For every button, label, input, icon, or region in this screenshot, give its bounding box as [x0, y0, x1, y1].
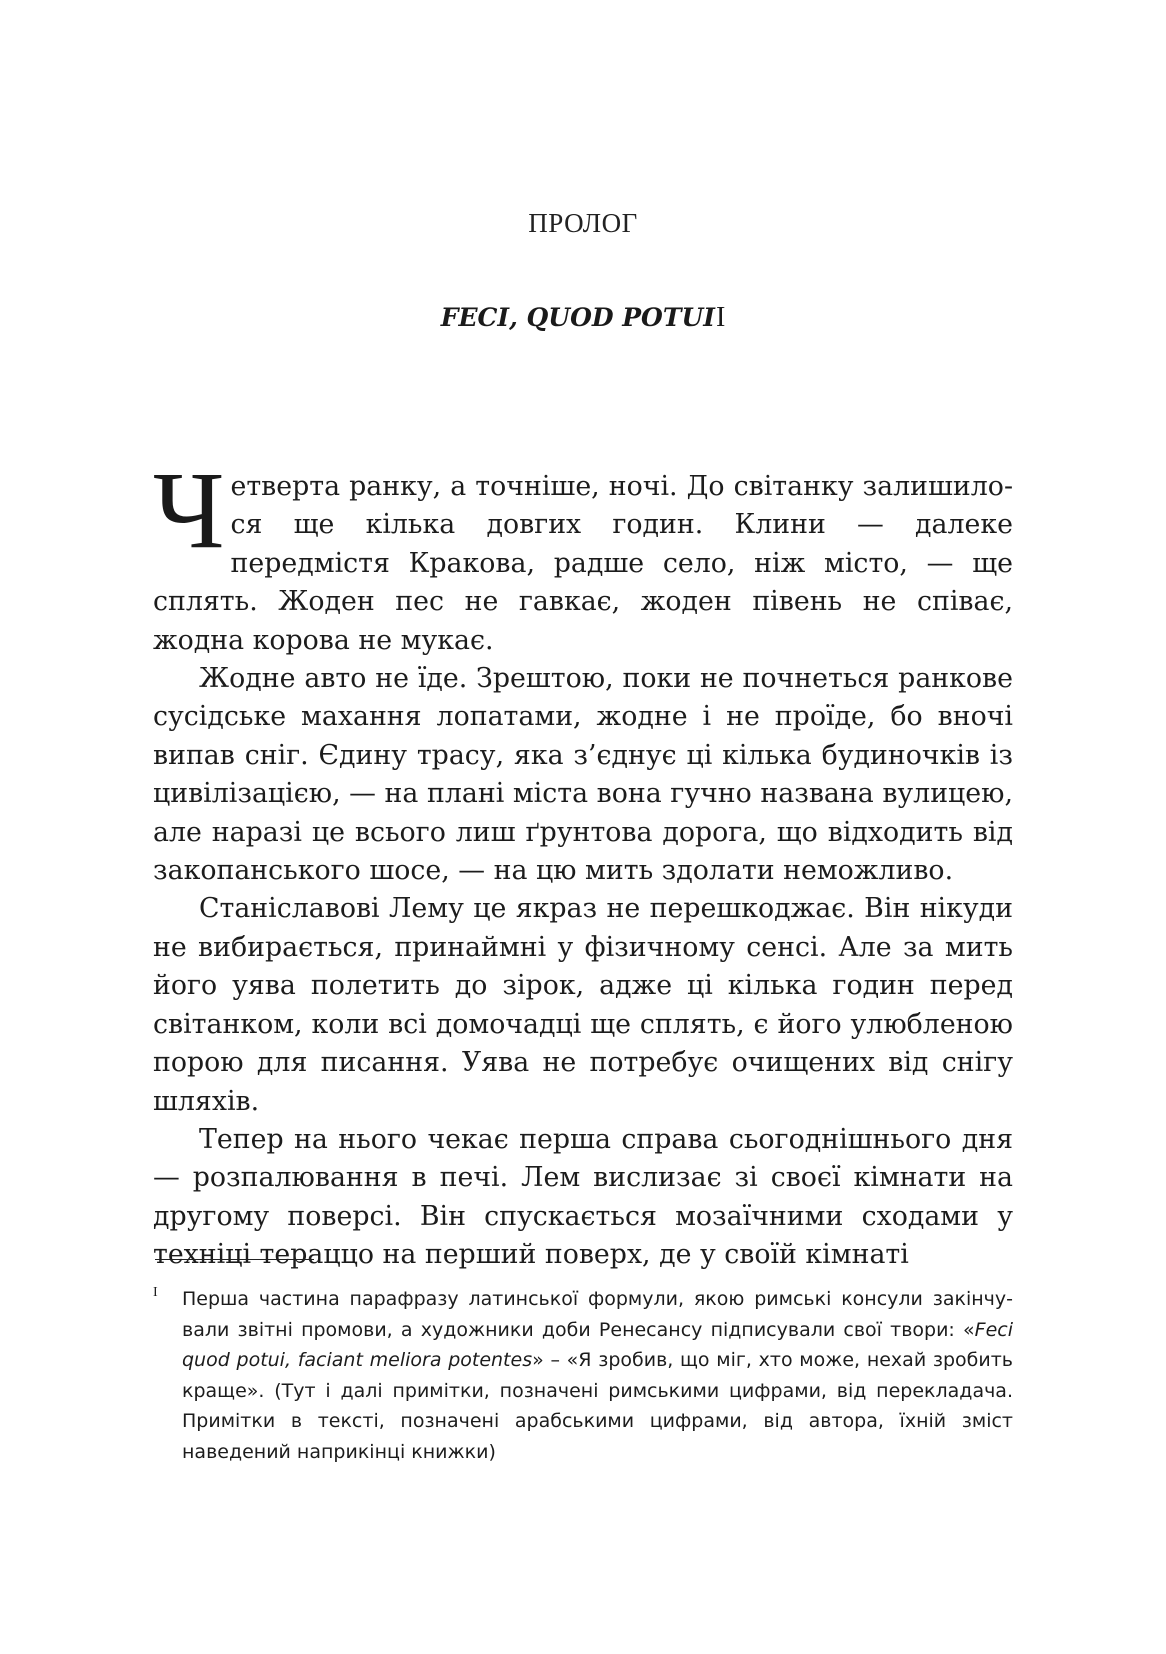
- footnote-text: [182, 1284, 1013, 1467]
- body-text: [153, 449, 1013, 1275]
- footnote-text-before: Перша частина парафразу латинської формули, якою римські консули закінчували звітні промови, а художники доби Ренесансу підписували свої твори: «: [182, 1288, 1013, 1341]
- footnote-latin-quote: Feci quod potui, faciant meliora potentes: [182, 1318, 1013, 1371]
- paragraph-1: [153, 449, 1013, 660]
- footnote-text-after: » – «Я зробив, що міг, хто може, нехай зробить краще». (Тут і далі примітки, позначені римськими цифрами, від перекладача. Примітки в тексті, позначені арабськими цифрами, від автора, їхній зміст наведений наприкінці книжки): [182, 1349, 1014, 1463]
- footnote-reference[interactable]: I: [715, 302, 726, 333]
- paragraph-1-text: етверта ранку, а точніше, ночі. До світанку залишилося ще кілька довгих годин. Клини — далеке передмістя Кракова, радше село, ніж місто, — ще сплять. Жоден пес не гавкає, жоден півень не співає, жодна корова не мукає.: [153, 471, 1013, 656]
- drop-cap: Ч: [153, 449, 225, 571]
- chapter-label: ПРОЛОГ: [528, 208, 638, 238]
- paragraph-3: Станіславові Лему це якраз не перешкоджає. Він нікуди не вибирається, принаймні у фізичному сенсі. Але за мить його уява полетить до зірок, адже ці кілька годин перед світанком, коли всі домочадці ще сплять, є його улюбленою порою для писання. Уява не потребує очищених від снігу шляхів.: [153, 893, 1013, 1117]
- footnote-mark: I: [153, 1285, 158, 1300]
- footnote-divider: [155, 1259, 314, 1260]
- footnote: [153, 1284, 1013, 1467]
- chapter-title-text: FECI, QUOD POTUI: [440, 303, 715, 332]
- chapter-title: [0, 302, 1166, 334]
- paragraph-4: Тепер на нього чекає перша справа сьогоднішнього дня — розпалювання в печі. Лем вислизає зі своєї кімнати на другому поверсі. Він спускається мозаїчними сходами у техніці тераццо на перший поверх, де у своїй кімнаті: [153, 1123, 1013, 1271]
- paragraph-2: Жодне авто не їде. Зрештою, поки не почнеться ранкове сусідське махання лопатами, жодне і не проїде, бо вночі випав сніг. Єдину трасу, яка з’єднує ці кілька будиночків із цивілізацією, — на плані міста вона гучно названа вулицею, але наразі це всього лиш ґрунтова дорога, що відходить від закопанського шосе, — на цю мить здолати неможливо.: [153, 663, 1013, 887]
